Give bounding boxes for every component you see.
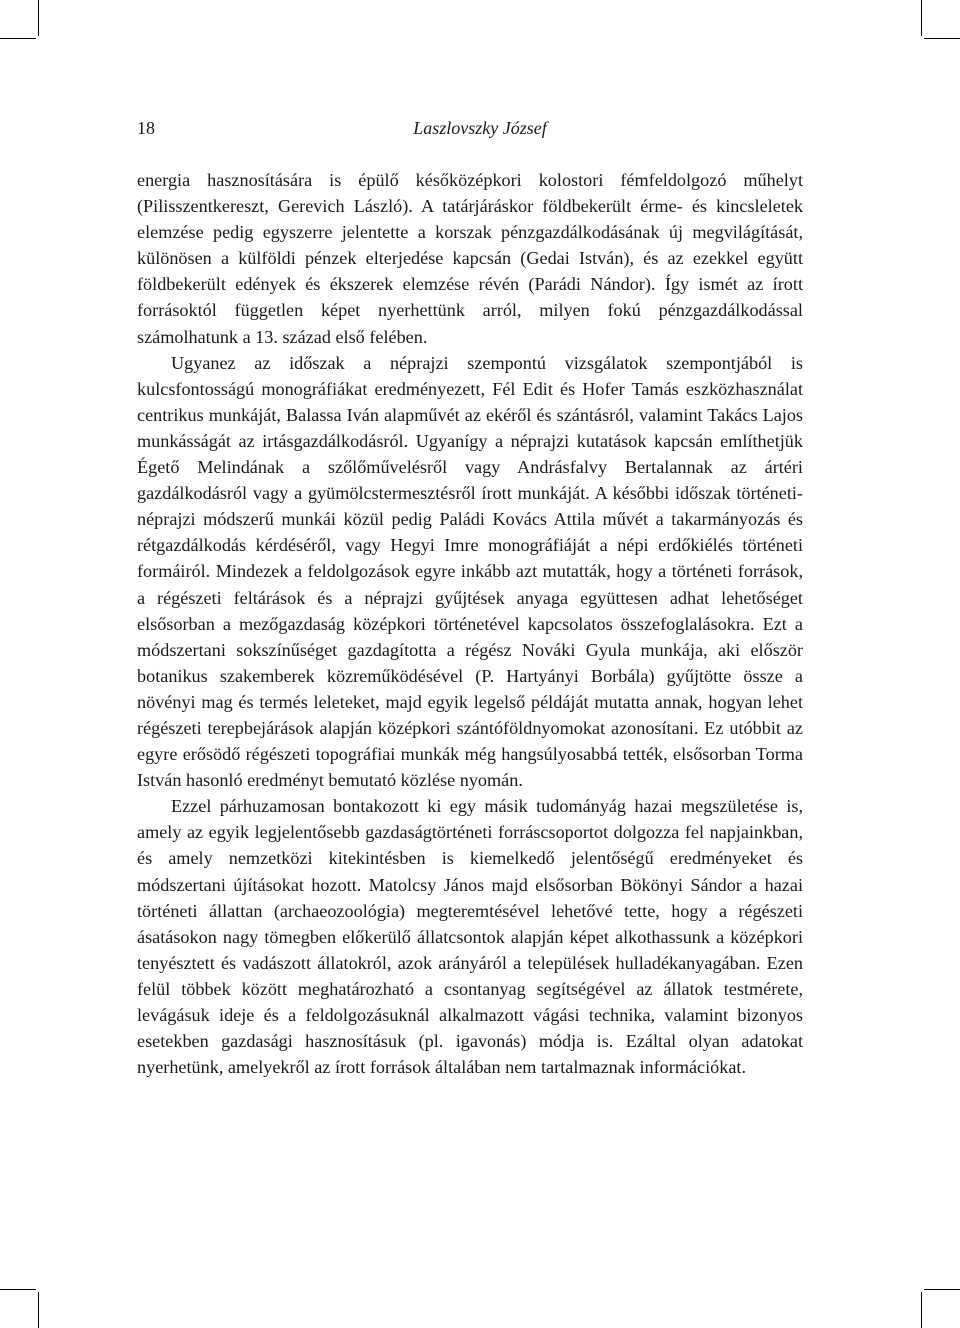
paragraph-3: Ezzel párhuzamosan bontakozott ki egy másik tudományág hazai megszületése is, amely az egyik legjelentősebb gazdaságtörténeti forráscsoportot dolgozza fel napjainkban, és amely nemzetközi kitekintésben is kiemelkedő jelentőségű eredményeket és módszertani újításokat hozott. Matolcsy János majd elsősorban Bökönyi Sándor a hazai történeti állattan (archaeozoológia) megteremtésével lehetővé tette, hogy a régészeti ásatásokon nagy tömegben előkerülő állatcsontok alapján képet alkothassunk a középkori tenyésztett és vadászott állatokról, azok arányáról a települések hulladékanyagában. Ezen felül többek között meghatározható a csontanyag segítségével az állatok testmérete, levágásuk ideje és a feldolgozásuknál alkalmazott vágási technika, valamint bizonyos esetekben gazdasági hasznosításuk (pl. igavonás) módja is. Ezáltal olyan adatokat nyerhetünk, amelyekről az írott források általában nem tartalmaznak információkat. bbox=[137, 796, 803, 1078]
crop-mark-top-left bbox=[38, 0, 39, 36]
paragraph-2: Ugyanez az időszak a néprajzi szempontú vizsgálatok szempontjából is kulcsfontosságú monográfiákat eredményezett, Fél Edit és Hofer Tamás eszközhasználat centrikus munkáját, Balassa Iván alapművét az ekéről és szántásról, valamint Takács Lajos munkásságát az irtásgazdálkodásról. Ugyanígy a néprajzi kutatások kapcsán említhetjük Égető Melindának a szőlőművelésről vagy Andrásfalvy Bertalannak az ártéri gazdálkodásról vagy a gyümölcstermesztésről írott munkáját. A későbbi időszak történeti-néprajzi módszerű munkái közül pedig Paládi Kovács Attila művét a takarmányozás és rétgazdálkodás kérdéséről, vagy Hegyi Imre monográfiáját a népi erdőkiélés történeti formáiról. Mindezek a feldolgozások egyre inkább azt mutatták, hogy a történeti források, a régészeti feltárások és a néprajzi gyűjtések anyaga együttesen adhat lehetőséget elsősorban a mezőgazdaság középkori történetével kapcsolatos összefoglalásokra. Ezt a módszertani sokszínűséget gazdagította a régész Nováki Gyula munkája, aki először botanikus szakemberek közreműködésével (P. Hartyányi Borbála) gyűjtötte össze a növényi mag és termés leleteket, majd egyik legelső példáját mutatta annak, hogyan lehet régészeti terepbejárások alapján középkori szántóföldnyomokat azonosítani. Ez utóbbit az egyre erősödő régészeti topográfiai munkák még hangsúlyosabbá tették, elsősorban Torma István hasonló eredményt bemutató közlése nyomán. bbox=[137, 352, 803, 791]
running-head bbox=[137, 118, 823, 142]
crop-mark-bottom-left-h bbox=[0, 1289, 36, 1290]
running-title: Laszlovszky József bbox=[413, 118, 547, 138]
body-text bbox=[137, 167, 803, 1080]
page-number: 18 bbox=[137, 118, 155, 138]
crop-mark-top-right bbox=[921, 0, 922, 36]
paragraph-1: energia hasznosítására is épülő későközépkori kolostori fémfeldolgozó műhelyt (Pilisszentkereszt, Gerevich László). A tatárjáráskor földbekerült érme- és kincsleletek elemzése pedig egyszerre jelentette a korszak pénzgazdálkodásának új megvilágítását, különösen a külföldi pénzek elterjedése kapcsán (Gedai István), és az ezekkel együtt földbekerült edények és ékszerek elemzése révén (Parádi Nándor). Így ismét az írott forrásoktól független képet nyerhettünk arról, milyen fokú pénzgazdálkodással számolhatunk a 13. század első felében. bbox=[137, 170, 803, 347]
crop-mark-bottom-left bbox=[38, 1292, 39, 1328]
crop-mark-bottom-right bbox=[921, 1292, 922, 1328]
crop-mark-top-left-h bbox=[0, 38, 36, 39]
crop-mark-top-right-h bbox=[924, 38, 960, 39]
crop-mark-bottom-right-h bbox=[924, 1289, 960, 1290]
